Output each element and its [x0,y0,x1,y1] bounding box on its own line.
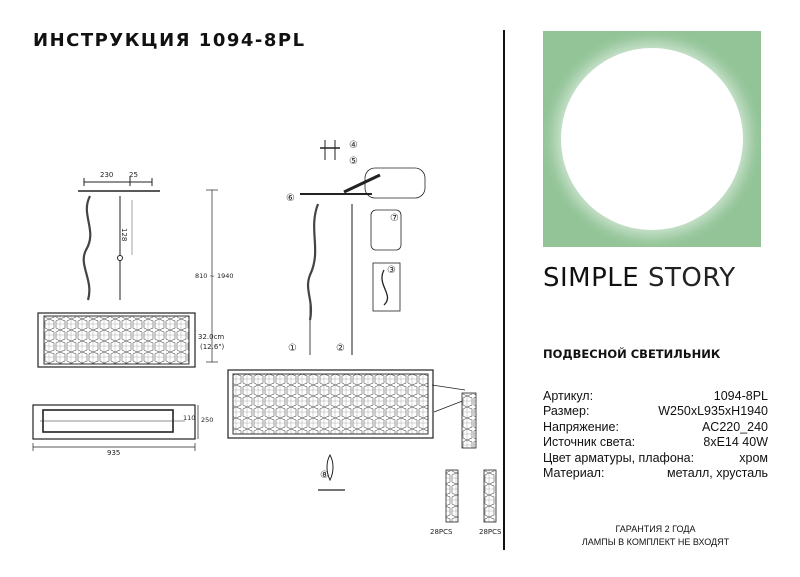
spec-value: 8xE14 40W [703,435,768,450]
brand-name [543,263,736,293]
installation-view [228,140,496,522]
spec-value: W250xL935xH1940 [658,404,768,419]
step-3: ③ [387,265,396,276]
brand-name-part2: STORY [647,263,736,293]
spec-row [543,404,768,419]
spec-row [543,451,768,466]
spec-label: Напряжение: [543,419,619,434]
dim-110: 110 [183,414,196,422]
spec-row [543,466,768,481]
step-6: ⑥ [286,193,295,204]
spec-value: 1094-8PL [713,389,768,403]
page-title: ИНСТРУКЦИЯ 1094-8PL [33,30,306,51]
dim-width-230: 230 [100,171,114,179]
spec-value: металл, хрусталь [667,466,768,481]
logo-moon-shape [561,48,743,230]
pcs-right-label: 28PCS [479,528,502,536]
spec-row [543,435,768,450]
dim-height: 810 ~ 1940 [195,272,234,280]
spec-label: Материал: [543,466,605,481]
spec-label: Артикул: [543,389,594,403]
spec-row [543,389,768,404]
step-1: ① [288,343,297,354]
dim-12-6-in: (12.6") [200,343,225,351]
product-type: ПОДВЕСНОЙ СВЕТИЛЬНИК [543,347,721,361]
spec-label: Размер: [543,404,590,419]
brand-name-part1: SIMPLE [543,263,640,293]
dim-32cm: 32.0cm [198,333,225,341]
spec-label: Цвет арматуры, плафона: [543,450,695,465]
warranty-note [543,523,768,549]
spec-value: хром [739,450,768,465]
spec-row [543,420,768,435]
spec-label: Источник света: [543,435,636,450]
pcs-left-label: 28PCS [430,528,453,536]
lamps-not-included-line: ЛАМПЫ В КОМПЛЕКТ НЕ ВХОДЯТ [581,537,730,547]
brand-logo [543,31,761,247]
step-4: ④ [349,140,358,151]
step-2: ② [336,343,345,354]
dim-128: 128 [120,228,128,242]
spec-value: AC220_240 [701,419,768,434]
top-view [33,405,198,451]
warranty-line: ГАРАНТИЯ 2 ГОДА [615,524,696,534]
front-view [38,176,218,367]
dim-935: 935 [107,449,121,457]
step-5: ⑤ [349,156,358,167]
dim-250: 250 [201,416,214,424]
dim-25: 25 [129,171,138,179]
step-8: ⑧ [320,470,329,481]
step-7: ⑦ [390,213,399,224]
specs-list [543,389,768,481]
vertical-divider [503,30,505,550]
